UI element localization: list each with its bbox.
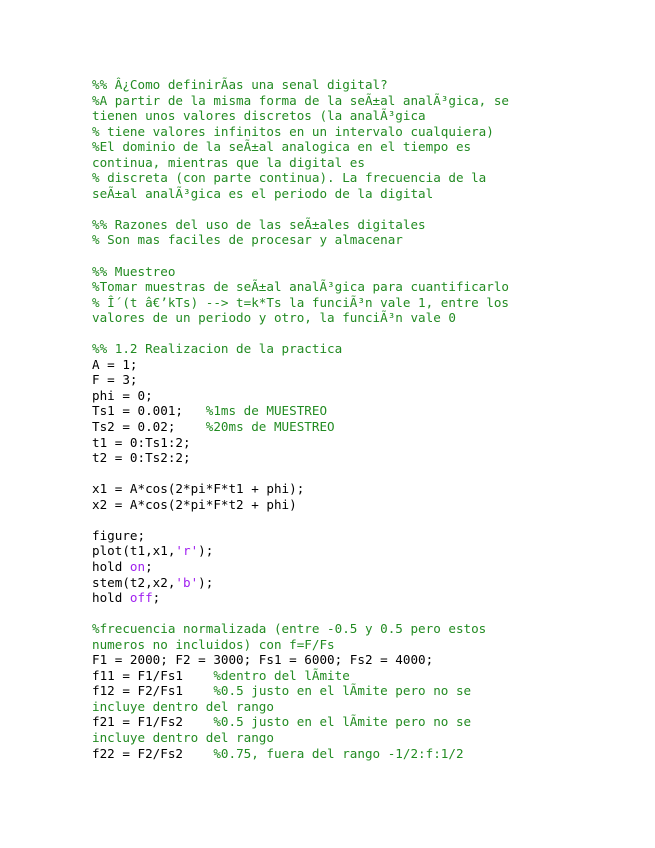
hold-end: ; [145,558,153,574]
code-line-phi: phi = 0; [92,387,153,403]
hold-command: hold [92,558,130,574]
f12-comment-continuation: incluye dentro del rango [92,698,274,714]
code-line-frequencies: F1 = 2000; F2 = 3000; Fs1 = 6000; Fs2 = 4000; [92,652,434,668]
intro-comment-line: tienen unos valores discretos (la analÃ³gica [92,108,426,124]
ts1-comment: %1ms de MUESTREO [205,403,328,419]
ts1-code: Ts1 = 0.001; [92,403,206,419]
hold-on-arg: on [129,558,146,574]
reasons-comment-line: % Son mas faciles de procesar y almacenar [92,232,403,248]
intro-comment-line: % tiene valores infinitos en un intervalo cualquiera) [92,123,494,139]
normalized-comment-line: %frecuencia normalizada (entre -0.5 y 0.5 pero estos [92,621,487,637]
practice-heading-comment: %% 1.2 Realizacion de la practica [92,341,343,357]
f21-comment-continuation: incluye dentro del rango [92,729,274,745]
f21-code: f21 = F1/Fs2 [92,714,214,730]
matlab-code-listing [92,77,632,761]
intro-comment-line: %A partir de la misma forma de la seÃ±al analÃ³gica, se [92,92,510,108]
code-line-stem [92,575,632,591]
code-line-t2: t2 = 0:Ts2:2; [92,450,191,466]
stem-call-end: ); [198,574,214,590]
hold-end: ; [152,590,161,606]
intro-comment-line: % discreta (con parte continua). La frecuencia de la [92,170,487,186]
plot-color-string: 'r' [175,543,199,559]
reasons-heading-comment: %% Razones del uso de las seÃ±ales digitales [92,216,426,232]
blank-line [92,466,632,482]
code-line-a: A = 1; [92,356,138,372]
f22-code: f22 = F2/Fs2 [92,745,214,761]
stem-color-string: 'b' [175,574,199,590]
sampling-comment-line: %Tomar muestras de seÃ±al analÃ³gica para cuantificarlo [92,279,510,295]
f21-comment: %0.5 justo en el lÃmite pero no se [213,714,472,730]
f11-comment: %dentro del lÃmite [213,667,350,683]
blank-line [92,326,632,342]
f12-code: f12 = F2/Fs1 [92,683,214,699]
code-line-plot [92,543,632,559]
stem-call: stem(t2,x2, [92,574,176,590]
code-line-t1: t1 = 0:Ts1:2; [92,434,191,450]
blank-line [92,606,632,622]
blank-line [92,248,632,264]
sampling-comment-line: % Î´(t â€’kTs) --> t=k*Ts la funciÃ³n vale 1, entre los [92,294,510,310]
code-line-f12 [92,683,632,699]
code-line-f: F = 3; [92,372,138,388]
intro-comment-line: seÃ±al analÃ³gica es el periodo de la digital [92,185,434,201]
f22-comment: %0.75, fuera del rango -1/2:f:1/2 [213,745,464,761]
sampling-comment-line: valores de un periodo y otro, la funciÃ³n vale 0 [92,310,456,326]
code-line-hold-on [92,559,632,575]
code-line-f11 [92,668,632,684]
code-line-x2: x2 = A*cos(2*pi*F*t2 + phi) [92,496,297,512]
hold-off-arg: off [129,590,153,606]
code-line-f22 [92,746,632,762]
code-line-figure: figure; [92,527,146,543]
code-line-ts1 [92,403,632,419]
ts2-comment: %20ms de MUESTREO [205,419,335,435]
code-line-f21 [92,714,632,730]
hold-command: hold [92,590,130,606]
ts2-code: Ts2 = 0.02; [92,419,206,435]
intro-comment-line: continua, mientras que la digital es [92,154,365,170]
sampling-heading-comment: %% Muestreo [92,263,176,279]
code-line-ts2 [92,419,632,435]
plot-call: plot(t1,x1, [92,543,176,559]
intro-heading-comment: %% Â¿Como definirÃas una senal digital? [92,77,388,92]
f12-comment: %0.5 justo en el lÃmite pero no se [213,683,472,699]
blank-line [92,201,632,217]
plot-call-end: ); [198,543,214,559]
code-line-x1: x1 = A*cos(2*pi*F*t1 + phi); [92,481,305,497]
blank-line [92,512,632,528]
code-line-hold-off [92,590,632,606]
intro-comment-line: %El dominio de la seÃ±al analogica en el tiempo es [92,139,472,155]
normalized-comment-line: numeros no incluidos) con f=F/Fs [92,636,335,652]
f11-code: f11 = F1/Fs1 [92,667,214,683]
